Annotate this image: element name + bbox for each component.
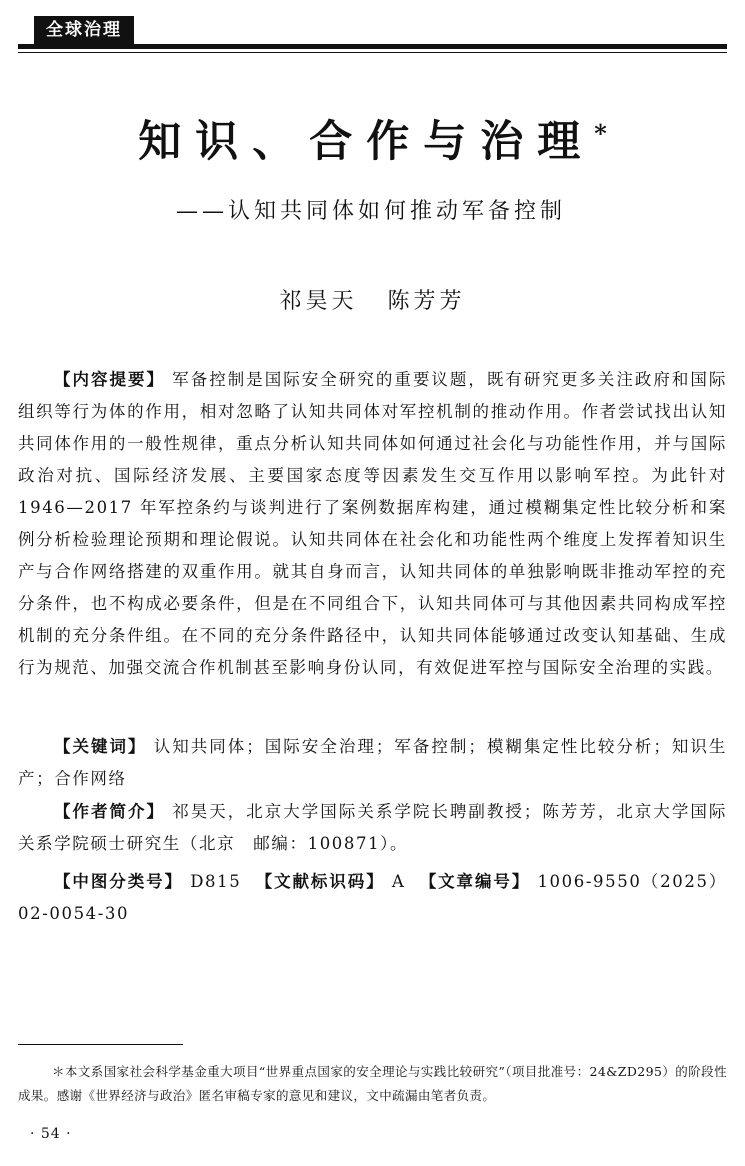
page-number: · 54 · [30, 1126, 72, 1142]
article-subtitle: ——认知共同体如何推动军备控制 [176, 199, 567, 224]
abstract-paragraph [18, 364, 727, 684]
footnote-rule [18, 1044, 183, 1045]
clc-label: 【中图分类号】 [54, 872, 183, 891]
footnote: ＊本文系国家社会科学基金重大项目“世界重点国家的安全理论与实践比较研究”（项目批准号：24&ZD295）的阶段性成果。感谢《世界经济与政治》匿名审稿专家的意见和建议，文中疏漏由笔者负责。 [18, 1064, 727, 1103]
author-bio-label: 【作者简介】 [54, 802, 166, 821]
author-line [0, 285, 745, 319]
abstract-text: 军备控制是国际安全研究的重要议题，既有研究更多关注政府和国际组织等行为体的作用，相对忽略了认知共同体对军控机制的推动作用。作者尝试找出认知共同体作用的一般性规律，重点分析认知共同体如何通过社会化与功能性作用，并与国际政治对抗、国际经济发展、主要国家态度等因素发生交互作用以影响军控。为此针对 1946—2017 年军控条约与谈判进行了案例数据库构建，通过模糊集定性比较分析和案例分析检验理论预期和理论假说。认知共同体在社会化和功能性两个维度上发挥着知识生产与合作网络搭建的双重作用。就其自身而言，认知共同体的单独影响既非推动军控的充分条件，也不构成必要条件，但是在不同组合下，认知共同体可与其他因素共同构成军控机制的充分条件组。在不同的充分条件路径中，认知共同体能够通过改变认知基础、生成行为规范、加强交流合作机制甚至影响身份认同，有效促进军控与国际安全治理的实践。 [18, 370, 727, 677]
article-number-label: 【文章编号】 [419, 872, 531, 891]
article-title-text: 知识、合作与治理 [138, 117, 595, 167]
author-name: 陈芳芳 [387, 289, 466, 314]
section-tag: 全球治理 [34, 16, 134, 44]
abstract-label: 【内容提要】 [54, 370, 166, 389]
title-footnote-mark: * [594, 119, 607, 148]
author-name: 祁昊天 [279, 289, 358, 314]
doc-code-value: A [391, 872, 406, 891]
clc-value: D815 [190, 872, 242, 891]
keywords-paragraph [18, 731, 727, 795]
header-rule-thin [18, 52, 727, 53]
classification-paragraph [18, 866, 727, 930]
article-number-value: 1006-9550（2025）02-0054-30 [18, 872, 727, 923]
article-title [0, 112, 745, 172]
doc-code-label: 【文献标识码】 [255, 872, 385, 891]
header-rule-thick [18, 44, 727, 49]
author-bio-text: 祁昊天，北京大学国际关系学院长聘副教授；陈芳芳，北京大学国际关系学院硕士研究生（北京 邮编：100871）。 [18, 802, 727, 853]
author-bio-paragraph [18, 796, 727, 860]
keywords-text: 认知共同体；国际安全治理；军备控制；模糊集定性比较分析；知识生产；合作网络 [18, 737, 727, 788]
keywords-label: 【关键词】 [54, 737, 147, 756]
